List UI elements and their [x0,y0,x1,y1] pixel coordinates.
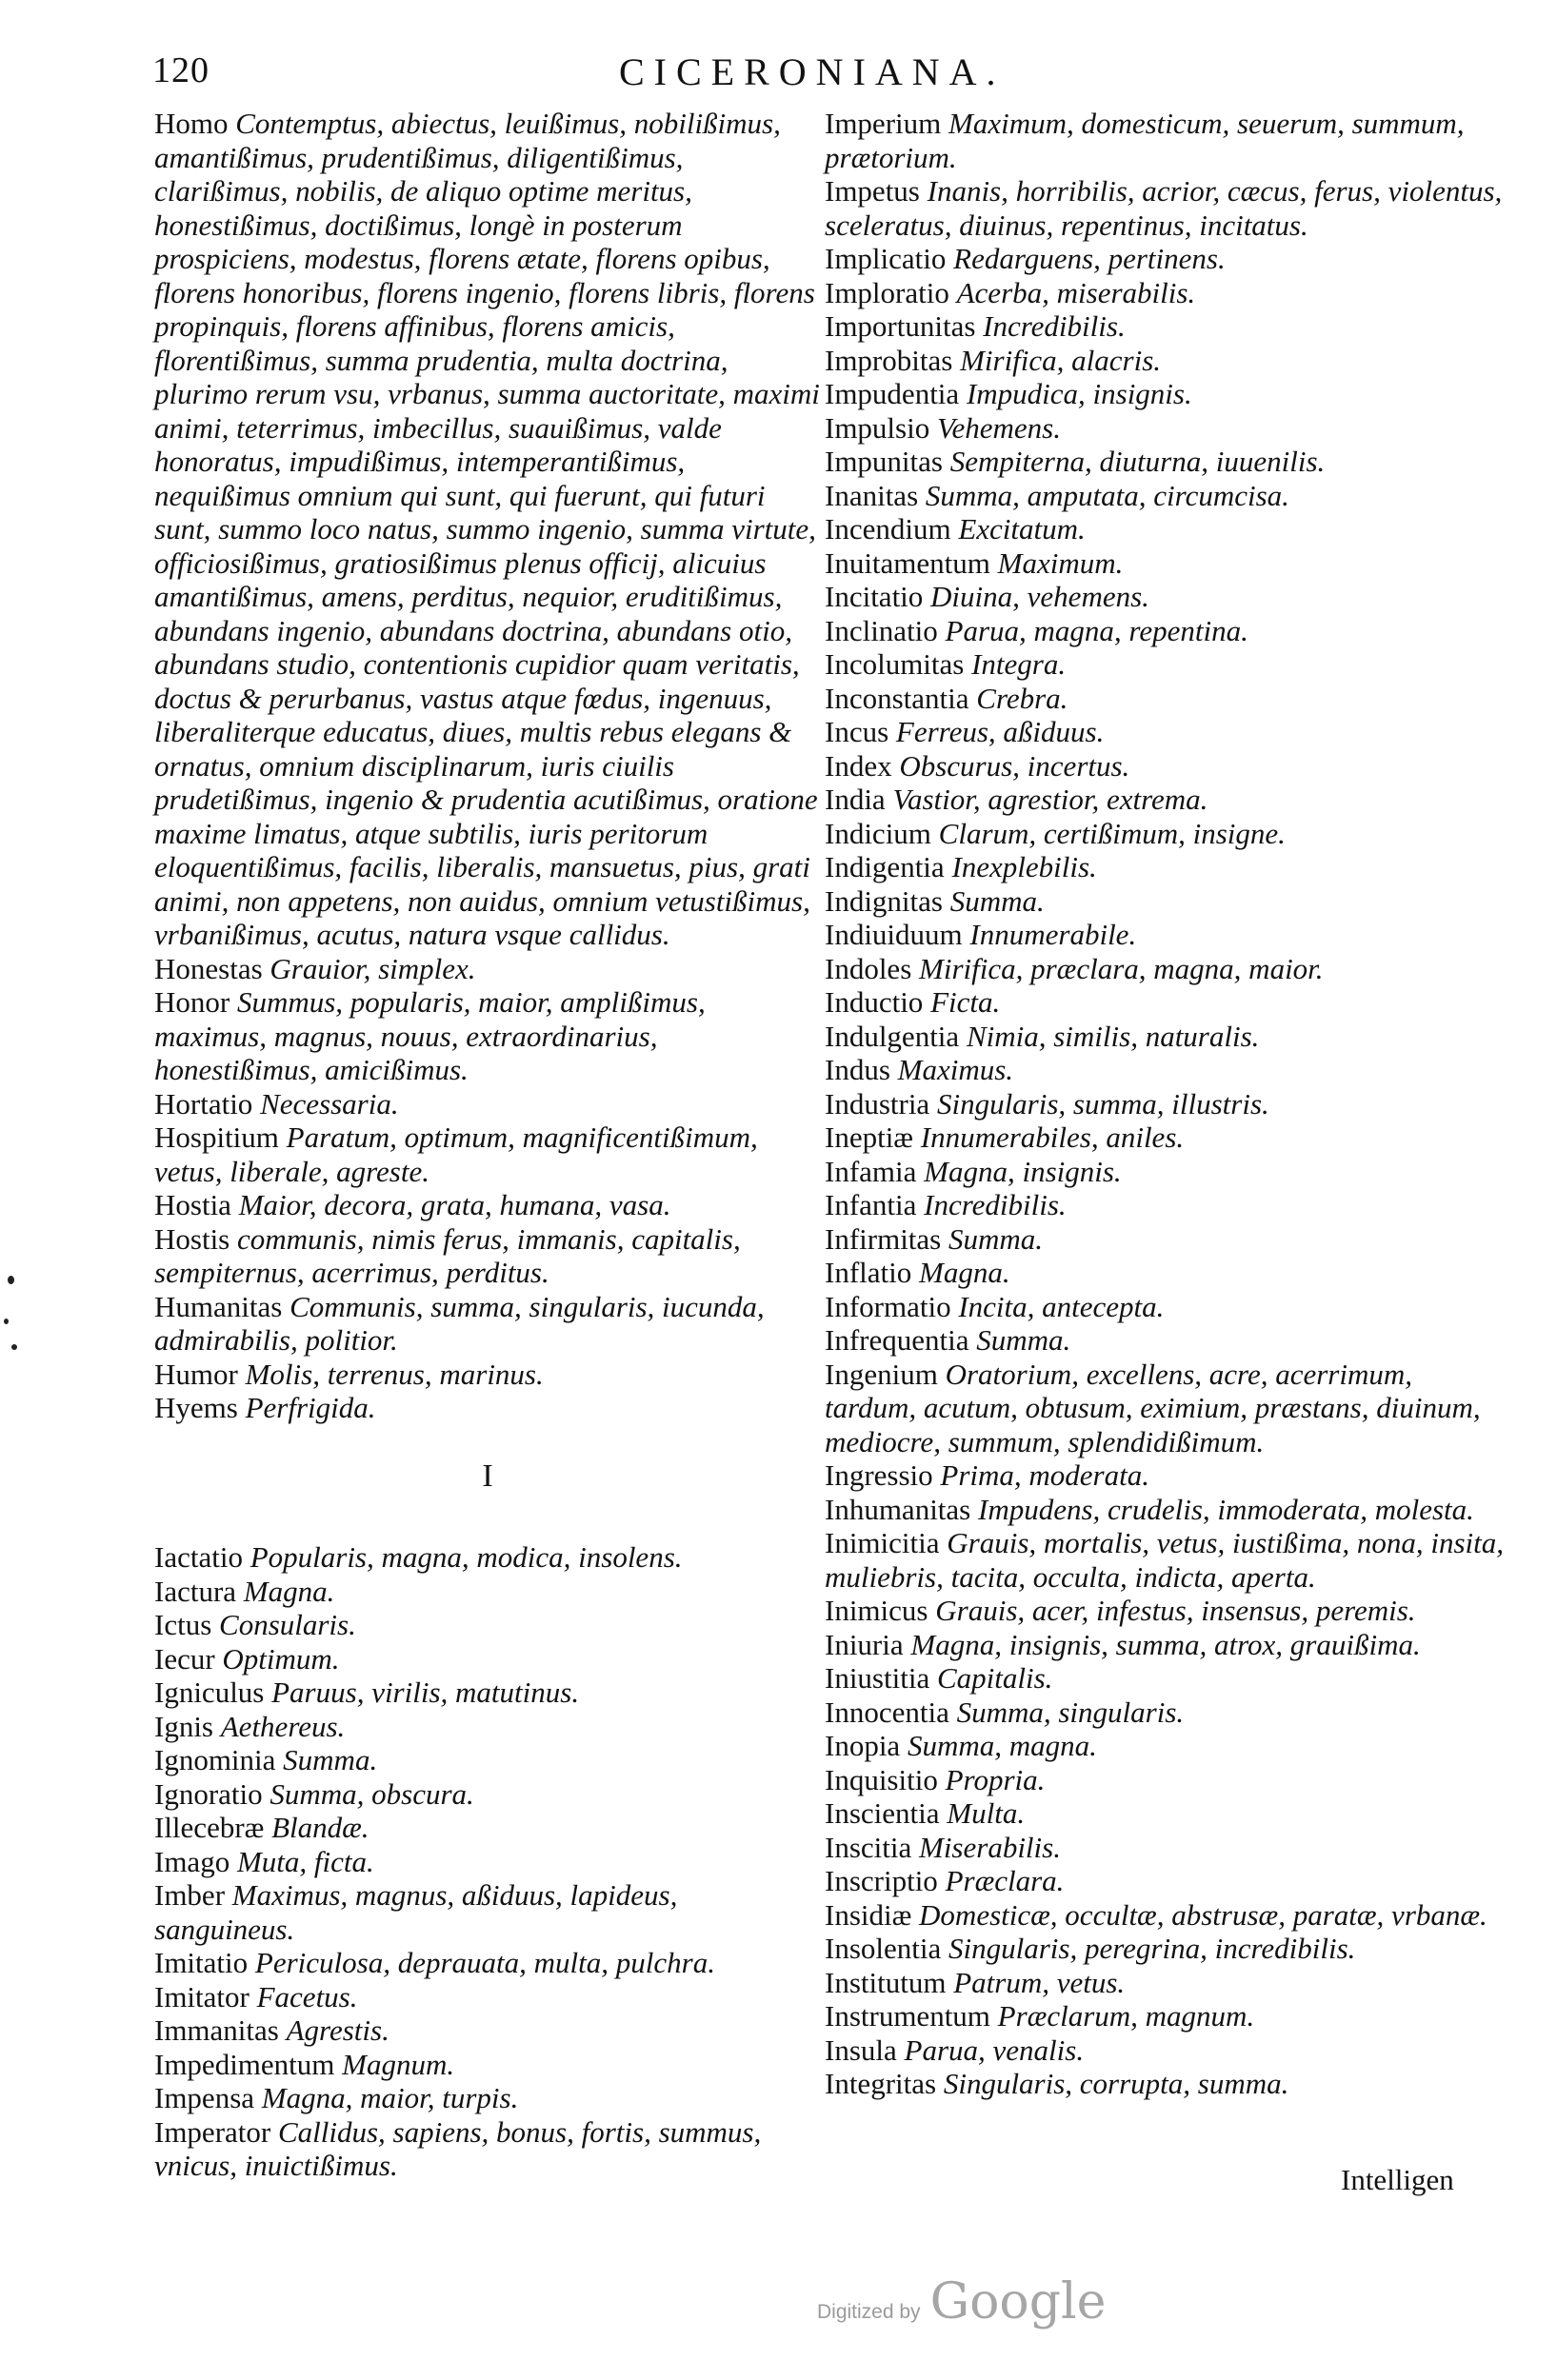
entry-headword: Immanitas [154,2013,279,2047]
dictionary-entry [825,884,1510,919]
dictionary-entry [825,1087,1510,1121]
entry-epithets: Maximus, magnus, aßiduus, lapideus, sanguineus. [154,1878,678,1946]
dictionary-entry [825,1323,1510,1358]
dictionary-entry [154,1087,821,1121]
entry-epithets: Impudens, crudelis, immoderata, molesta. [978,1492,1474,1526]
entry-headword: Hortatio [154,1086,253,1121]
dictionary-entry [825,1628,1510,1662]
dictionary-entry [825,377,1510,411]
entry-headword: Inopia [825,1729,901,1762]
dictionary-entry [154,2081,821,2115]
entry-headword: Illecebræ [154,1811,265,1844]
entry-headword: Indignitas [825,883,943,918]
entry-epithets: Consularis. [219,1608,356,1641]
entry-epithets: Periculosa, deprauata, multa, pulchra. [254,1946,715,1979]
entry-epithets: Grauis, mortalis, vetus, iustißima, nona, insita, muliebris, tacita, occulta, indicta, aperta. [825,1526,1505,1594]
entry-epithets: Mirifica, præclara, magna, maior. [919,951,1324,985]
entry-headword: Informatio [825,1289,951,1323]
entry-epithets: Summa. [283,1743,378,1776]
dictionary-entry [825,985,1510,1020]
dictionary-entry [825,411,1510,446]
entries-i [154,1540,821,2183]
dictionary-entry [825,344,1510,378]
dictionary-entry [154,2115,821,2183]
entry-headword: Impulsio [825,410,930,445]
entry-headword: Imperium [825,107,942,140]
entry-epithets: Singularis, corrupta, summa. [943,2067,1289,2100]
entry-epithets: Impudica, insignis. [966,377,1192,410]
entry-epithets: Summa, amputata, circumcisa. [925,478,1289,512]
dictionary-entry [154,1608,821,1642]
entry-headword: Infirmitas [825,1221,942,1256]
dictionary-entry [825,1661,1510,1696]
dictionary-entry [825,817,1510,851]
left-column [154,107,821,2183]
page-number: 120 [152,50,210,90]
entry-epithets: Inexplebilis. [951,850,1097,883]
entry-headword: Imploratio [825,275,949,309]
entry-headword: Inscientia [825,1796,940,1830]
entry-epithets: Parua, venalis. [904,2033,1085,2067]
entry-epithets: Facetus. [256,1979,358,2013]
dictionary-entry [825,107,1510,174]
entry-headword: Impunitas [825,445,943,478]
dictionary-entry [825,1796,1510,1831]
entry-epithets: Integra. [971,647,1067,681]
entry-epithets: Incredibilis. [924,1188,1067,1221]
entry-epithets: Singularis, summa, illustris. [936,1086,1269,1121]
entry-headword: Indoles [825,951,912,985]
entry-epithets: Patrum, vetus. [953,1965,1126,1999]
dictionary-entry [154,1743,821,1777]
entry-headword: Integritas [825,2067,937,2100]
entry-headword: Imago [154,1844,230,1878]
dictionary-entry [825,783,1510,817]
dictionary-entry [825,749,1510,783]
entry-epithets: Inanis, horribilis, acrior, cæcus, ferus, violentus, sceleratus, diuinus, repentinus, incitatus. [825,174,1503,242]
entry-epithets: Vehemens. [936,410,1061,445]
entry-headword: Inconstantia [825,681,969,715]
dictionary-entry [154,1358,821,1392]
dictionary-entry [825,1222,1510,1257]
dictionary-entry [825,242,1510,276]
dictionary-entry [825,445,1510,479]
dictionary-entry [154,1980,821,2014]
entry-headword: Hyems [154,1391,238,1424]
entry-epithets: Summus, popularis, maior, amplißimus, maximus, magnus, nouus, extraordinarius, honestißimus, amicißimus. [154,985,706,1086]
entry-headword: Infantia [825,1188,917,1221]
dictionary-entry [825,850,1510,884]
entry-epithets: Maior, decora, grata, humana, vasa. [238,1188,671,1221]
entry-epithets: Singularis, peregrina, incredibilis. [948,1932,1356,1965]
dictionary-entry [825,614,1510,648]
ink-speck [11,1344,17,1350]
entry-headword: Ignoratio [154,1776,263,1811]
entry-headword: Iactura [154,1574,237,1608]
entry-headword: Inanitas [825,478,919,512]
dictionary-entry [825,1256,1510,1290]
entry-epithets: Summa. [948,1221,1044,1256]
entry-headword: Index [825,748,892,783]
entry-epithets: Summa. [949,883,1045,918]
entry-headword: Improbitas [825,343,953,377]
dictionary-entry [825,952,1510,986]
entry-headword: Ictus [154,1608,212,1641]
entry-headword: Impensa [154,2081,255,2114]
entry-epithets: Perfrigida. [245,1391,376,1424]
entry-epithets: Paratum, optimum, magnificentißimum, vetus, liberale, agreste. [154,1121,758,1188]
dictionary-entry [825,682,1510,716]
entry-headword: Inflatio [825,1256,912,1289]
entry-epithets: Maximus. [897,1053,1014,1086]
dictionary-entry [825,715,1510,749]
dictionary-entry [154,2048,821,2082]
entry-epithets: Summa, singularis. [956,1695,1185,1729]
entry-headword: Indiuiduum [825,918,963,951]
dictionary-entry [825,309,1510,344]
entry-headword: Insidiæ [825,1897,912,1932]
entry-epithets: Aethereus. [220,1709,346,1743]
entry-epithets: Ferreus, aßiduus. [895,715,1105,748]
entry-headword: Ingressio [825,1458,933,1492]
dictionary-entry [154,1811,821,1845]
right-column [825,107,1510,2101]
dictionary-entry [154,1540,821,1575]
dictionary-entry [154,1845,821,1879]
dictionary-entry [825,1729,1510,1763]
entry-headword: Humor [154,1357,238,1391]
entry-headword: Inscitia [825,1830,912,1864]
dictionary-entry [825,1020,1510,1054]
entry-headword: Institutum [825,1965,947,1999]
dictionary-entry [825,647,1510,682]
entry-epithets: Blandæ. [271,1811,369,1844]
entry-epithets: Paruus, virilis, matutinus. [271,1676,580,1709]
entry-headword: Inhumanitas [825,1492,971,1526]
dictionary-entry [154,985,821,1087]
entry-epithets: Callidus, sapiens, bonus, fortis, summus, vnicus, inuictißimus. [154,2114,762,2182]
entry-epithets: Prima, moderata. [940,1458,1149,1492]
dictionary-entry [154,1676,821,1710]
entry-epithets: Summa. [976,1323,1071,1357]
entry-headword: Imitator [154,1979,250,2013]
entry-epithets: Miserabilis. [919,1830,1061,1864]
entry-epithets: Vastior, agrestior, extrema. [892,783,1208,816]
entry-epithets: Optimum. [222,1641,340,1676]
section-letter-i: I [482,1458,493,1494]
entry-headword: Inquisitio [825,1762,938,1796]
entry-headword: Indus [825,1053,890,1086]
dictionary-entry [154,1777,821,1812]
dictionary-entry [825,1358,1510,1459]
entry-headword: Iecur [154,1641,215,1676]
entry-headword: Impedimentum [154,2047,335,2081]
dictionary-entry [825,1458,1510,1493]
ink-speck [4,1319,9,1324]
dictionary-entry [154,107,821,952]
entry-headword: Impudentia [825,377,960,410]
entry-epithets: Communis, summa, singularis, iucunda, admirabilis, politior. [154,1289,765,1357]
entry-headword: Iniuria [825,1627,904,1661]
dictionary-entry [825,2067,1510,2101]
entries-h [154,107,821,1425]
dictionary-entry [154,1391,821,1425]
entry-headword: India [825,783,886,816]
entry-headword: Iniustitia [825,1661,930,1695]
dictionary-entry [825,1188,1510,1222]
entry-headword: Inscriptio [825,1864,938,1897]
dictionary-entry [825,1831,1510,1865]
dictionary-entry [825,1864,1510,1898]
entry-headword: Indulgentia [825,1019,960,1053]
dictionary-entry [825,1526,1510,1594]
entry-epithets: Nimia, similis, naturalis. [966,1019,1260,1053]
dictionary-entry [825,1290,1510,1324]
entry-headword: Inclinatio [825,613,938,647]
entry-headword: Incitatio [825,580,924,613]
entry-headword: Inductio [825,985,924,1019]
entry-epithets: Muta, ficta. [236,1844,374,1878]
entry-epithets: Molis, terrenus, marinus. [245,1357,544,1391]
entry-epithets: Magnum. [342,2047,455,2081]
entry-headword: Humanitas [154,1289,283,1323]
entry-headword: Imitatio [154,1946,249,1979]
dictionary-entry [825,1966,1510,2000]
entry-headword: Insula [825,2033,897,2067]
catchword: Intelligen [1341,2163,1454,2196]
dictionary-entry [154,1121,821,1188]
entry-epithets: Mirifica, alacris. [960,343,1162,377]
entry-headword: Impetus [825,174,920,208]
dictionary-entry [825,1155,1510,1189]
digitization-credit [817,2273,1106,2330]
entry-epithets: Agrestis. [286,2013,389,2047]
dictionary-entry [154,1222,821,1290]
entry-headword: Hostis [154,1221,230,1256]
entry-epithets: Popularis, magna, modica, insolens. [250,1540,683,1574]
entry-headword: Instrumentum [825,1999,990,2033]
dictionary-entry [154,1946,821,1980]
entry-headword: Incus [825,715,889,748]
entry-headword: Homo [154,107,229,140]
entry-epithets: Parua, magna, repentina. [945,613,1248,647]
dictionary-entry [825,512,1510,546]
entry-epithets: Obscurus, incertus. [899,748,1130,783]
dictionary-entry [825,1763,1510,1797]
entry-epithets: Crebra. [976,681,1068,715]
entries-i-continued [825,107,1510,2101]
entry-epithets: Magna. [243,1574,335,1608]
dictionary-entry [154,952,821,986]
entry-headword: Insolentia [825,1932,942,1965]
entry-epithets: Præclara. [945,1864,1065,1897]
dictionary-entry [825,580,1510,614]
entry-headword: Innocentia [825,1695,949,1729]
dictionary-entry [154,1188,821,1222]
entry-headword: Infrequentia [825,1323,969,1357]
entry-epithets: Maximum. [997,545,1124,580]
entry-headword: Ignominia [154,1743,276,1776]
entry-epithets: Præclarum, magnum. [997,1999,1255,2033]
entry-headword: Ingenium [825,1357,938,1391]
entry-epithets: Incredibilis. [983,309,1126,343]
dictionary-entry [825,1493,1510,1527]
entry-headword: Iactatio [154,1540,243,1574]
dictionary-entry [154,1642,821,1676]
entry-epithets: Innumerabiles, aniles. [920,1121,1185,1154]
dictionary-entry [825,276,1510,310]
entry-headword: Infamia [825,1154,917,1188]
entry-epithets: Magna, insignis. [924,1154,1122,1188]
dictionary-entry [825,1594,1510,1628]
entry-headword: Igniculus [154,1676,265,1709]
dictionary-entry [154,1878,821,1946]
entry-headword: Incolumitas [825,647,965,681]
entry-headword: Ignis [154,1709,213,1743]
entry-headword: Inuitamentum [825,545,990,580]
dictionary-entry [825,1121,1510,1155]
entry-epithets: Capitalis. [936,1661,1053,1695]
dictionary-entry [825,546,1510,581]
entry-epithets: Summa, magna. [907,1729,1097,1762]
entry-headword: Industria [825,1086,930,1121]
entry-epithets: Excitatum. [958,512,1086,545]
entry-headword: Incendium [825,512,951,545]
entry-headword: Indicium [825,816,931,850]
google-logo: Google [929,2273,1107,2330]
entry-headword: Importunitas [825,309,976,343]
entry-epithets: Summa, obscura. [269,1776,474,1811]
entry-epithets: Redarguens, pertinens. [953,242,1226,275]
entry-headword: Inimicus [825,1594,928,1627]
entry-headword: Imber [154,1878,226,1912]
ink-speck [8,1276,14,1284]
entry-headword: Hospitium [154,1121,279,1154]
entry-epithets: Incita, antecepta. [958,1289,1165,1323]
entry-epithets: Propria. [945,1762,1046,1796]
entry-headword: Inimicitia [825,1526,940,1559]
entry-headword: Honor [154,985,230,1019]
entry-headword: Hostia [154,1188,231,1221]
entry-epithets: Oratorium, excellens, acre, acerrimum, tardum, acutum, obtusum, eximium, præstans, diuinum, mediocre, summum, splendidißimum. [825,1357,1481,1458]
entry-headword: Honestas [154,951,263,985]
entry-headword: Imperator [154,2114,271,2149]
dictionary-entry [154,1575,821,1609]
dictionary-entry [825,1932,1510,1966]
entry-epithets: Grauis, acer, infestus, insensus, peremis. [935,1594,1416,1627]
dictionary-entry [154,2013,821,2048]
entry-epithets: Multa. [947,1796,1026,1830]
entry-headword: Implicatio [825,242,947,275]
dictionary-entry [825,2033,1510,2068]
entry-epithets: Sempiterna, diuturna, iuuenilis. [949,445,1326,478]
entry-headword: Ineptiæ [825,1121,913,1154]
entry-epithets: Necessaria. [260,1086,399,1121]
entry-epithets: communis, nimis ferus, immanis, capitalis, sempiternus, acerrimus, perditus. [154,1221,741,1289]
dictionary-entry [825,1696,1510,1730]
entry-epithets: Diuina, vehemens. [930,580,1149,613]
entry-epithets: Grauior, simplex. [269,951,476,985]
dictionary-entry [825,1999,1510,2033]
entry-epithets: Magna. [919,1256,1010,1289]
entry-epithets: Magna, insignis, summa, atrox, grauißima. [910,1627,1421,1661]
running-title: CICERONIANA. [619,50,1006,93]
dictionary-entry [825,918,1510,952]
entry-epithets: Maximum, domesticum, seuerum, summum, prætorium. [825,107,1465,174]
entry-epithets: Magna, maior, turpis. [261,2081,519,2114]
entry-epithets: Contemptus, abiectus, leuißimus, nobilißimus, amantißimus, prudentißimus, diligentißimus, clarißimus, nobilis, de aliquo optime meritus, honestißimus, doctißimus, longè in posterum prospiciens, modestus, florens ætate, florens opibus, florens honoribus, florens ingenio, florens libris, florens propinquis, florens affinibus, florens amicis, florentißimus, summa prudentia, multa doctrina, plurimo rerum vsu, vrbanus, summa auctoritate, maximi animi, teterrimus, imbecillus, suauißimus, valde honoratus, impudißimus, intemperantißimus, nequißimus omnium qui sunt, qui fuerunt, qui futuri sunt, summo loco natus, summo ingenio, summa virtute, officiosißimus, gratiosißimus plenus officij, alicuius amantißimus, amens, perditus, nequior, eruditißimus, abundans ingenio, abundans doctrina, abundans otio, abundans studio, contentionis cupidior quam veritatis, doctus & perurbanus, vastus atque fœdus, ingenuus, liberaliterque educatus, diues, multis rebus elegans & ornatus, omnium disciplinarum, iuris ciuilis prudetißimus, ingenio & prudentia acutißimus, oratione maxime limatus, atque subtilis, iuris peritorum eloquentißimus, facilis, liberalis, mansuetus, pius, grati animi, non appetens, non auidus, omnium vetustißimus, vrbanißimus, acutus, natura vsque callidus. [154,107,820,951]
entry-epithets: Clarum, certißimum, insigne. [938,816,1286,850]
dictionary-entry [825,174,1510,242]
dictionary-entry [825,1053,1510,1087]
digitized-by-text: Digitized by [817,2301,921,2323]
dictionary-entry [825,1898,1510,1933]
entry-epithets: Acerba, miserabilis. [956,275,1196,309]
entry-epithets: Innumerabile. [969,918,1137,951]
entry-headword: Indigentia [825,850,945,883]
entry-epithets: Ficta. [930,985,1001,1019]
dictionary-entry [154,1290,821,1358]
dictionary-entry [825,479,1510,513]
entry-epithets: Domesticæ, occultæ, abstrusæ, paratæ, vrbanæ. [919,1897,1487,1932]
dictionary-entry [154,1710,821,1744]
